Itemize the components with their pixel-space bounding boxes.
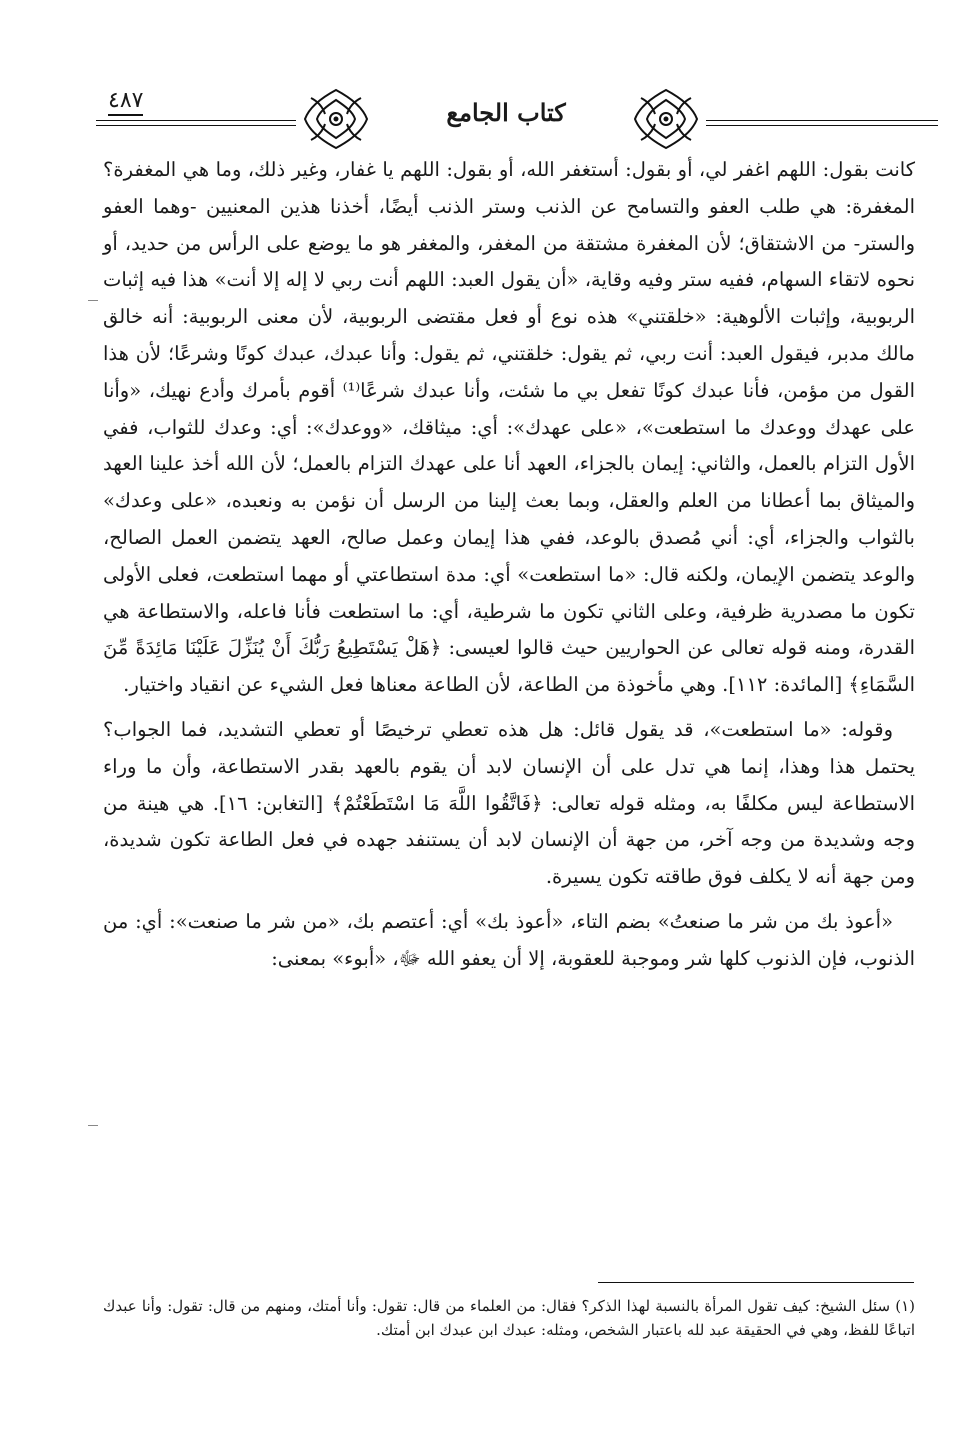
margin-tick — [88, 1125, 98, 1126]
page-number: ٤٨٧ — [108, 88, 143, 116]
paragraph-2: وقوله: «ما استطعت»، قد يقول قائل: هل هذه تعطي ترخيصًا أو تعطي التشديد، فما الجواب؟ يحتمل هذا وهذا، إنما هي تدل على أن الإنسان لابد أن يقوم بالعهد بقدر الاستطاعة، وأن ما وراء الاستطاعة ليس مكلفًا به، ومثله قوله تعالى: ﴿فَاتَّقُوا اللَّهَ مَا اسْتَطَعْتُمْ﴾ [التغابن: ١٦]. هي هينة من وجه وشديدة من وجه آخر، من جهة أن الإنسان لابد أن يستنفد جهده في فعل الطاعة تكون شديدة، ومن جهة أنه لا يكلف فوق طاقته تكون يسيرة. — [103, 717, 916, 889]
ornament-left-icon — [301, 86, 371, 152]
paragraph-1: كانت بقول: اللهم اغفر لي، أو بقول: أستغفر الله، أو بقول: اللهم يا غفار، وغير ذلك، وما هي المغفرة؟ المغفرة: هي طلب العفو والتسامح عن الذنب وستر الذنب أيضًا، أخذنا هذين المعنيين -وهما العفو والستر- من الاشتقاق؛ لأن المغفرة مشتقة من المغفر، والمغفر هو ما يوضع على الرأس من حديد، أو نحوه لاتقاء السهام، ففيه ستر وفيه وقاية، «أن يقول العبد: اللهم أنت ربي لا إله إلا أنت» هذا فيه إثبات الربوبية، وإثبات الألوهية: «خلقتني» هذه نوع أو فعل مقتضى الربوبية، لأن معنى الربوبية: أنه خالق مالك مدبر، فيقول العبد: أنت ربي، ثم يقول: خلقتني، ثم يقول: وأنا عبدك، عبدك كونًا وشرعًا؛ لأن هذا القول من مؤمن، فأنا عبدك كونًا تفعل بي ما شئت، وأنا عبدك شرعًا⁽¹⁾ أقوم بأمرك وأدع نهيك، «وأنا على عهدك ووعدك ما استطعت»، «على عهدك»: أي: ميثاقك، «ووعدك»: أي: وعدك للثواب، ففي الأول التزام بالعمل، والثاني: إيمان بالجزاء، العهد أنا على عهدك التزام بالعمل؛ لأن الله أخذ علينا العهد والميثاق بما أعطانا من العلم والعقل، وبما بعث إلينا من الرسل أن نؤمن به ونعبده، «على وعدك» بالثواب والجزاء، أي: أني مُصدق بالوعد، ففي هذا إيمان وعمل صالح، العهد يتضمن العمل الصالح، والوعد يتضمن الإيمان، ولكنه قال: «ما استطعت» أي: مدة استطاعتي أو مهما استطعت، فعلى الأولى تكون ما مصدرية ظرفية، وعلى الثاني تكون ما شرطية، أي: ما استطعت فأنا فاعله، والاستطاعة هي القدرة، ومنه قوله تعالى عن الحواريين حيث قالوا لعيسى: ﴿هَلْ يَسْتَطِيعُ رَبُّكَ أَنْ يُنَزِّلَ عَلَيْنَا مَائِدَةً مِّنَ السَّمَاءِ﴾ [المائدة: ١١٢]. وهي مأخوذة من الطاعة، لأن الطاعة معناها فعل الشيء عن انقياد واختيار. — [103, 158, 915, 697]
header-rule-right — [706, 120, 938, 121]
paragraph-3: «أعوذ بك من شر ما صنعتُ» بضم التاء، «أعوذ بك» أي: أعتصم بك، «من شر ما صنعت»: أي: من الذنوب، فإن الذنوب كلها شر وموجبة للعقوبة، إلا أن يعفو الله ﷻ، «أبوء» بمعنى: — [103, 909, 915, 970]
page-body — [103, 152, 915, 978]
margin-tick — [88, 300, 98, 301]
header-rule-left — [96, 120, 296, 121]
footnote: (١) سئل الشيخ: كيف تقول المرأة بالنسبة لهذا الذكر؟ فقال: من العلماء من قال: تقول: وأنا أمتك، ومنهم من قال: تقول: وأنا عبدك اتباعًا للفظ، وهي في الحقيقة عبد لله باعتبار الشخص، ومثله: عبدك ابن عبدك ابن أمتك. — [103, 1297, 915, 1339]
page-header — [96, 84, 938, 144]
book-title: كتاب الجامع — [446, 98, 566, 127]
header-rule-left-thin — [96, 125, 296, 126]
header-rule-right-thin — [706, 125, 938, 126]
footnote-divider — [598, 1282, 914, 1283]
ornament-right-icon — [631, 86, 701, 152]
